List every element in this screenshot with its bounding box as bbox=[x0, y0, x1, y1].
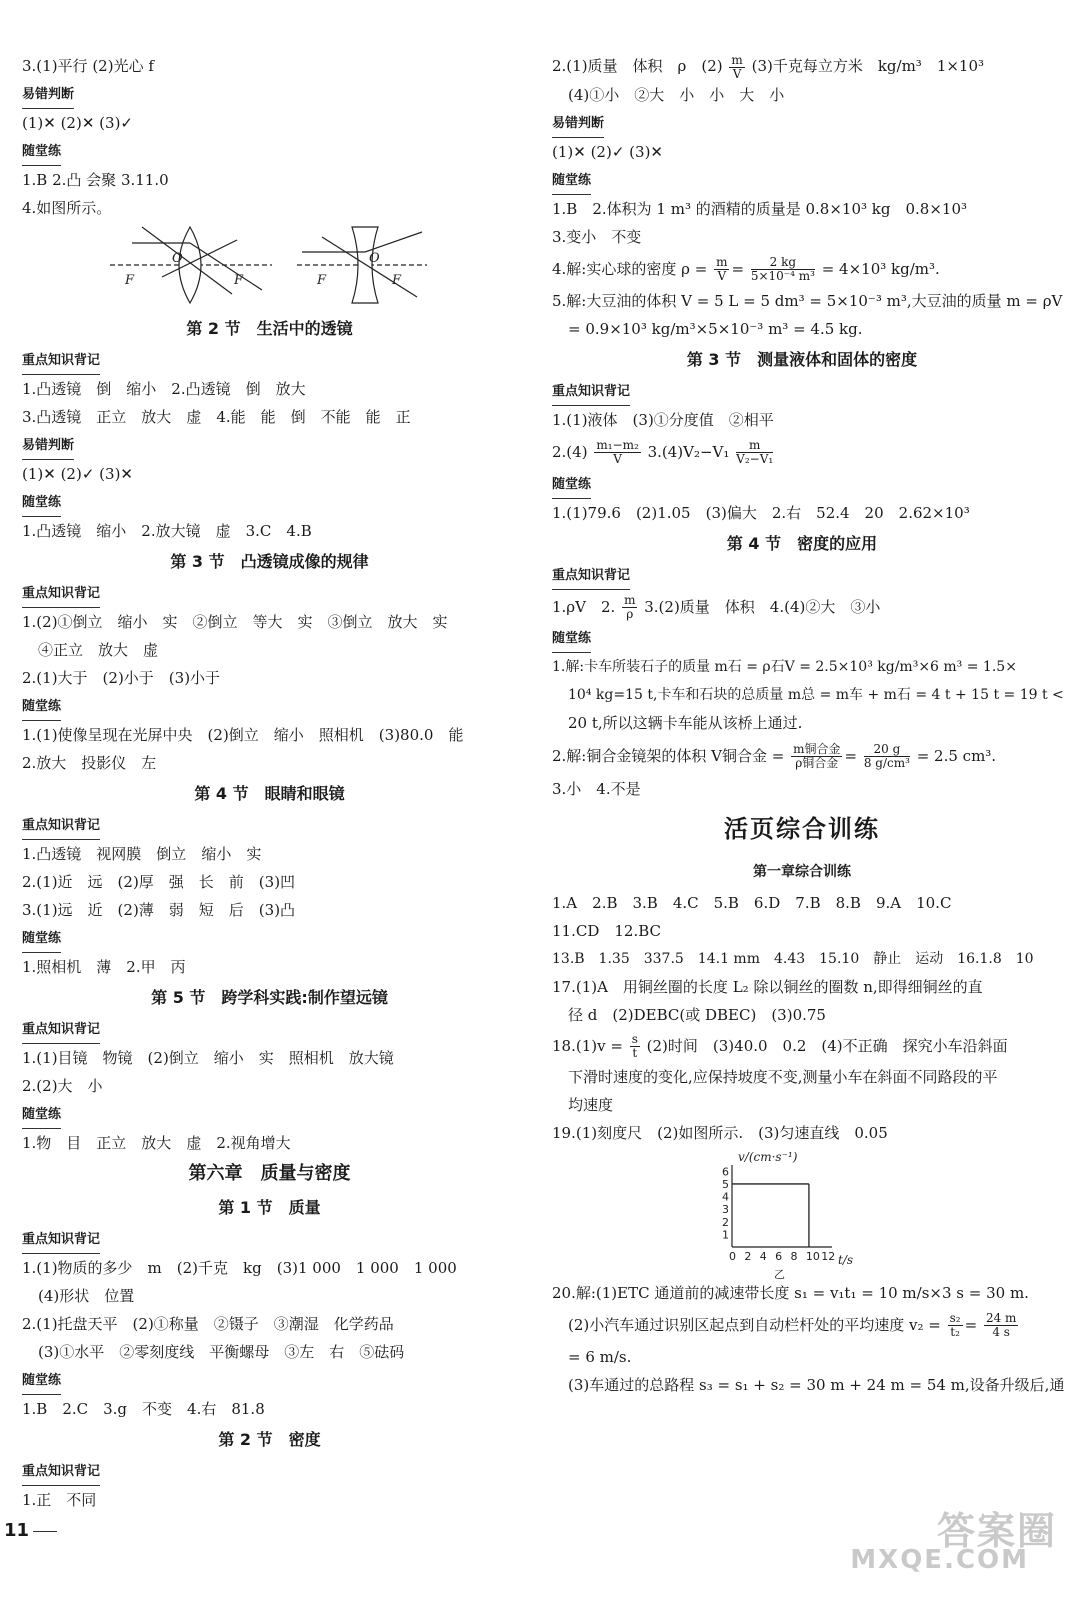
answer-text: 2.(4) bbox=[552, 442, 588, 461]
section-title: 第 2 节 密度 bbox=[218, 1430, 321, 1449]
answer-line bbox=[552, 434, 1052, 470]
answer-line: ④正立 放大 虚 bbox=[38, 641, 159, 659]
x-tick-label: 12 bbox=[821, 1249, 836, 1263]
lens-ray-diagram bbox=[22, 222, 517, 312]
section-title: 第一章综合训练 bbox=[753, 863, 851, 880]
focus-label: F bbox=[317, 273, 327, 288]
left-column bbox=[22, 52, 517, 1514]
answer-line: 1.B 2.C 3.g 不变 4.右 81.8 bbox=[22, 1400, 265, 1418]
answer-line bbox=[552, 590, 1052, 624]
answer-text: (2)时间 (3)40.0 0.2 (4)不正确 探究小车沿斜面 bbox=[646, 1036, 1008, 1055]
fraction: $\frac{m}{V}$ bbox=[731, 52, 743, 81]
answer-line: (1)✕ (2)✕ (3)✓ bbox=[22, 114, 133, 132]
section-title: 第 3 节 凸透镜成像的规律 bbox=[170, 552, 369, 571]
section-tag: 重点知识背记 bbox=[22, 581, 100, 608]
focus-label: F bbox=[392, 273, 402, 288]
answer-text: 2.(1)质量 体积 ρ (2) bbox=[552, 57, 723, 75]
section-tag: 随堂练 bbox=[22, 926, 61, 953]
answer-line: 3.小 4.不是 bbox=[552, 779, 641, 798]
x-tick-label: 2 bbox=[744, 1249, 752, 1263]
section-tag: 随堂练 bbox=[552, 472, 591, 499]
fraction: $\frac{20 g}{\text{8 g/cm³}}$ bbox=[863, 742, 910, 770]
section-tag: 随堂练 bbox=[552, 626, 591, 653]
section-title: 第 4 节 眼睛和眼镜 bbox=[194, 784, 345, 803]
section-title: 第 4 节 密度的应用 bbox=[726, 533, 878, 553]
answer-line: 20 t,所以这辆卡车能从该桥上通过. bbox=[568, 713, 803, 732]
x-tick-label: 8 bbox=[790, 1249, 798, 1263]
answer-line: 13.B 1.35 337.5 14.1 mm 4.43 15.10 静止 运动 16.1.8 10 bbox=[552, 950, 1034, 967]
answer-line: 5.解:大豆油的体积 V = 5 L = 5 dm³ = 5×10⁻³ m³,大豆油的质量 m = ρV bbox=[552, 291, 1063, 310]
section-tag: 易错判断 bbox=[22, 82, 74, 109]
answer-line: 20.解:(1)ETC 通道前的减速带长度 s₁ = v₁t₁ = 10 m/s×3 s = 30 m. bbox=[552, 1283, 1029, 1302]
answer-line: 1.(1)使像呈现在光屏中央 (2)倒立 缩小 照相机 (3)80.0 能 bbox=[22, 726, 464, 744]
section-tag: 重点知识背记 bbox=[22, 813, 100, 840]
optical-center-label: O bbox=[369, 251, 380, 266]
answer-line: 3.(1)远 近 (2)薄 弱 短 后 (3)凸 bbox=[22, 901, 296, 919]
graph-x-label: t/s bbox=[838, 1252, 854, 1267]
section-tag: 易错判断 bbox=[552, 111, 604, 138]
section-tag: 重点知识背记 bbox=[552, 563, 630, 590]
answer-line: 3.变小 不变 bbox=[552, 227, 642, 246]
answer-text: 3.(4)V₂−V₁ bbox=[647, 442, 730, 461]
answer-line: (1)✕ (2)✓ (3)✕ bbox=[552, 142, 663, 161]
answer-line: 2.放大 投影仪 左 bbox=[22, 754, 157, 772]
answer-line: (4)①小 ②大 小 小 大 小 bbox=[568, 85, 785, 104]
section-tag: 随堂练 bbox=[22, 490, 61, 517]
answer-line: 1.B 2.凸 会聚 3.11.0 bbox=[22, 171, 169, 189]
x-tick-label: 10 bbox=[805, 1249, 820, 1263]
answer-line: 17.(1)A 用铜丝圈的长度 L₂ 除以铜丝的圈数 n,即得细铜丝的直 bbox=[552, 977, 983, 996]
fraction: $\frac{\text{s₂}}{\text{t₂}}$ bbox=[949, 1311, 961, 1339]
answer-line: 3.凸透镜 正立 放大 虚 4.能 能 倒 不能 能 正 bbox=[22, 408, 411, 426]
fraction: $\frac{\text{m₁−m₂}}{V}$ bbox=[596, 438, 639, 466]
answer-line: (4)形状 位置 bbox=[38, 1287, 135, 1305]
section-tag: 易错判断 bbox=[22, 433, 74, 460]
y-tick-label: 4 bbox=[722, 1190, 729, 1204]
answer-text: (2)小汽车通过识别区起点到自动栏杆处的平均速度 v₂ = bbox=[568, 1315, 941, 1334]
answer-text: 4.解:实心球的密度 ρ = bbox=[552, 259, 708, 278]
answer-line: 2.(1)托盘天平 (2)①称量 ②镊子 ③潮湿 化学药品 bbox=[22, 1315, 394, 1333]
answer-text: 1.ρV 2. bbox=[552, 597, 616, 616]
answer-line: 1.照相机 薄 2.甲 丙 bbox=[22, 958, 186, 976]
page-number: 11 bbox=[4, 1520, 57, 1541]
x-tick-label: 0 bbox=[729, 1249, 736, 1263]
fraction: $\frac{m}{\text{V₂−V₁}}$ bbox=[736, 438, 774, 466]
answer-line: (3)车通过的总路程 s₃ = s₁ + s₂ = 30 m + 24 m = 54 m,设备升级后,通 bbox=[568, 1375, 1065, 1394]
focus-label: F bbox=[234, 273, 244, 288]
answer-line: 1.凸透镜 缩小 2.放大镜 虚 3.C 4.B bbox=[22, 522, 312, 540]
answer-text: (3)千克每立方米 kg/m³ 1×10³ bbox=[751, 57, 985, 75]
y-tick-label: 1 bbox=[722, 1227, 729, 1241]
answer-line: 3.(1)平行 (2)光心 f bbox=[22, 57, 154, 75]
answer-line: 1.凸透镜 视网膜 倒立 缩小 实 bbox=[22, 845, 262, 863]
answer-line: 1.(1)液体 (3)①分度值 ②相平 bbox=[552, 410, 774, 429]
section-tag: 重点知识背记 bbox=[22, 1459, 100, 1486]
chapter-title: 第六章 质量与密度 bbox=[188, 1163, 351, 1184]
answer-line: (2)小汽车通过识别区起点到自动栏杆处的平均速度 v₂ = $\frac{\text{s₂}}{\text{t₂}}$ = $\frac{24 m}{4 s}$ bbox=[568, 1311, 1017, 1339]
section-title: 第 5 节 跨学科实践:制作望远镜 bbox=[151, 988, 388, 1007]
answer-line: 4.如图所示。 bbox=[22, 199, 112, 217]
section-tag: 重点知识背记 bbox=[22, 1227, 100, 1254]
graph-y-label: v/(cm·s⁻¹) bbox=[738, 1149, 798, 1164]
velocity-time-graph bbox=[552, 1147, 1052, 1279]
fraction: $\frac{m}{V}$ bbox=[716, 255, 728, 283]
graph-caption: 乙 bbox=[774, 1267, 785, 1279]
y-tick-label: 3 bbox=[722, 1202, 729, 1216]
answer-line bbox=[552, 1029, 1052, 1063]
answer-line: 2.解:铜合金镜架的体积 V铜合金 = $\frac{\text{m铜合金}}{\text{ρ铜合金}}$ = $\frac{20 g}{\text{8 g/cm³}}$ = 2.5 cm³. bbox=[552, 742, 997, 770]
optical-center-label: O bbox=[172, 251, 183, 266]
answer-line: (3)①水平 ②零刻度线 平衡螺母 ③左 右 ⑤砝码 bbox=[38, 1343, 405, 1361]
section-title: 第 3 节 测量液体和固体的密度 bbox=[686, 349, 918, 369]
section-title: 第 1 节 质量 bbox=[218, 1198, 321, 1217]
answer-text: 2.解:铜合金镜架的体积 V铜合金 = bbox=[552, 746, 785, 765]
section-title: 第 2 节 生活中的透镜 bbox=[186, 319, 353, 338]
answer-line: 1.A 2.B 3.B 4.C 5.B 6.D 7.B 8.B 9.A 10.C bbox=[552, 893, 952, 912]
section-tag: 随堂练 bbox=[22, 1102, 61, 1129]
section-tag: 随堂练 bbox=[22, 1368, 61, 1395]
y-tick-label: 6 bbox=[722, 1164, 729, 1178]
answer-line: 4.解:实心球的密度 ρ = $\frac{m}{V}$ = $\frac{2 kg}{\text{5×10⁻⁴ m³}}$ = 4×10³ kg/m³. bbox=[552, 255, 940, 283]
answer-line: 均速度 bbox=[568, 1095, 614, 1114]
section-tag: 随堂练 bbox=[552, 168, 591, 195]
right-column bbox=[552, 52, 1065, 1399]
answer-line: 1.物 目 正立 放大 虚 2.视角增大 bbox=[22, 1134, 291, 1152]
answer-line: 1.(1)目镜 物镜 (2)倒立 缩小 实 照相机 放大镜 bbox=[22, 1049, 394, 1067]
fraction: $\frac{m}{\rho}$ bbox=[624, 593, 636, 621]
section-tag: 重点知识背记 bbox=[22, 1017, 100, 1044]
answer-line: 1.B 2.体积为 1 m³ 的酒精的质量是 0.8×10³ kg 0.8×10³ bbox=[552, 199, 968, 218]
answer-line: = 0.9×10³ kg/m³×5×10⁻³ m³ = 4.5 kg. bbox=[568, 319, 863, 338]
answer-text: = 2.5 cm³. bbox=[916, 746, 997, 765]
answer-line: 1.(1)79.6 (2)1.05 (3)偏大 2.右 52.4 20 2.62×10³ bbox=[552, 503, 970, 522]
section-tag: 随堂练 bbox=[22, 694, 61, 721]
section-tag: 重点知识背记 bbox=[552, 379, 630, 406]
y-tick-label: 5 bbox=[722, 1177, 729, 1191]
answer-line: = 6 m/s. bbox=[568, 1347, 632, 1366]
answer-line: 10⁴ kg=15 t,卡车和石块的总质量 m总 = m车 + m石 = 4 t + 15 t = 19 t < bbox=[568, 686, 1064, 703]
answer-line bbox=[552, 52, 1052, 81]
answer-line: 径 d (2)DEBC(或 DBEC) (3)0.75 bbox=[568, 1005, 826, 1024]
answer-line: 1.正 不同 bbox=[22, 1491, 97, 1509]
answer-line: 1.解:卡车所装石子的质量 m石 = ρ石V = 2.5×10³ kg/m³×6 m³ = 1.5× bbox=[552, 658, 1017, 675]
fraction: $\frac{2 kg}{\text{5×10⁻⁴ m³}}$ bbox=[750, 255, 815, 283]
watermark-url: MXQE.COM bbox=[850, 1545, 1029, 1575]
fraction: $\frac{\text{m铜合金}}{\text{ρ铜合金}}$ bbox=[793, 742, 841, 770]
answer-line: 下滑时速度的变化,应保持坡度不变,测量小车在斜面不同路段的平 bbox=[568, 1067, 998, 1086]
answer-line: 19.(1)刻度尺 (2)如图所示. (3)匀速直线 0.05 bbox=[552, 1123, 888, 1142]
answer-line: 1.(1)物质的多少 m (2)千克 kg (3)1 000 1 000 1 000 bbox=[22, 1259, 457, 1277]
y-tick-label: 2 bbox=[722, 1215, 729, 1229]
watermark-logo: 答案圈 bbox=[936, 1509, 1057, 1553]
answer-text: 3.(2)质量 体积 4.(4)②大 ③小 bbox=[644, 597, 881, 616]
answer-line: 2.(1)大于 (2)小于 (3)小于 bbox=[22, 669, 221, 687]
x-tick-label: 4 bbox=[759, 1249, 767, 1263]
x-tick-label: 6 bbox=[775, 1249, 783, 1263]
answer-text: 18.(1)v = bbox=[552, 1036, 623, 1055]
part-title: 活页综合训练 bbox=[724, 814, 880, 843]
fraction: $\frac{24 m}{4 s}$ bbox=[985, 1311, 1017, 1339]
answer-line: 1.(2)①倒立 缩小 实 ②倒立 等大 实 ③倒立 放大 实 bbox=[22, 613, 448, 631]
answer-line: 2.(2)大 小 bbox=[22, 1077, 103, 1095]
section-tag: 随堂练 bbox=[22, 139, 61, 166]
answer-line: 11.CD 12.BC bbox=[552, 921, 661, 940]
answer-line: 1.凸透镜 倒 缩小 2.凸透镜 倒 放大 bbox=[22, 380, 306, 398]
answer-text: = 4×10³ kg/m³. bbox=[821, 259, 940, 278]
answer-line: (1)✕ (2)✓ (3)✕ bbox=[22, 465, 133, 483]
fraction: $\frac{s}{t}$ bbox=[631, 1032, 638, 1060]
section-tag: 重点知识背记 bbox=[22, 348, 100, 375]
focus-label: F bbox=[125, 273, 135, 288]
answer-line: 2.(1)近 远 (2)厚 强 长 前 (3)凹 bbox=[22, 873, 296, 891]
